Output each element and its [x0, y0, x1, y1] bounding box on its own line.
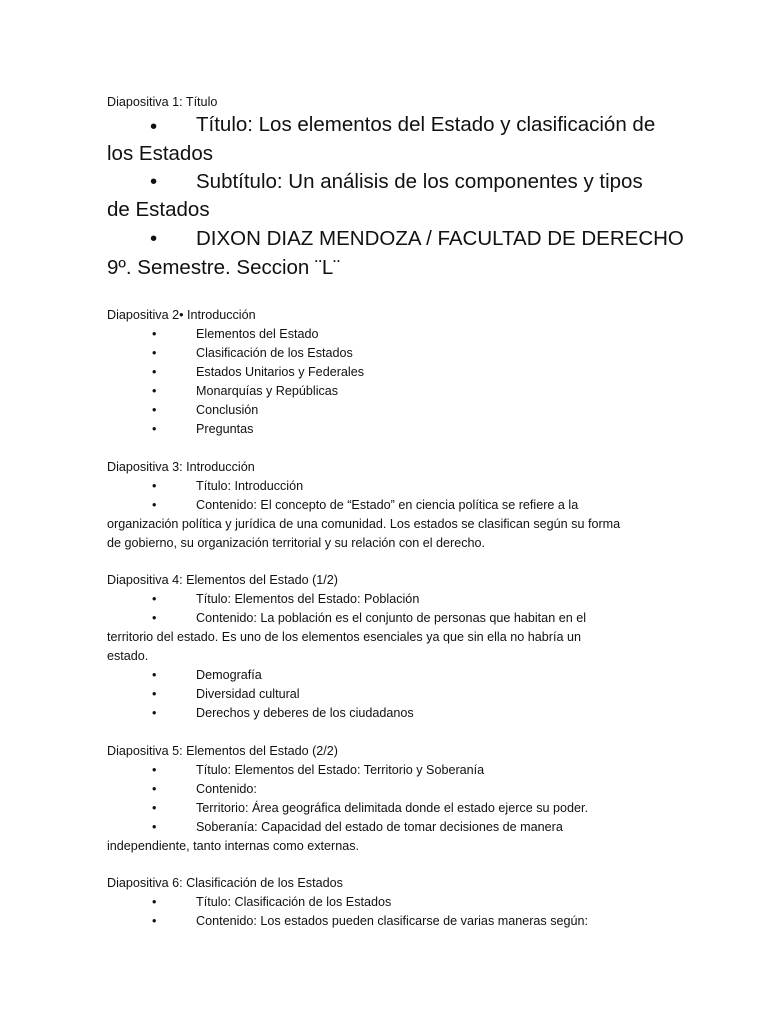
bullet: • — [152, 422, 157, 436]
bullet: • — [152, 479, 157, 493]
slide5-soberania-line1: Soberanía: Capacidad del estado de tomar decisiones de manera — [196, 820, 563, 834]
slide1-heading: Diapositiva 1: Título — [107, 95, 218, 109]
bullet: • — [152, 384, 157, 398]
slide3-content-line3: de gobierno, su organización territorial y su relación con el derecho. — [107, 536, 486, 550]
slide1-author-line1: DIXON DIAZ MENDOZA / FACULTAD DE DERECHO — [196, 227, 684, 250]
list-item: Preguntas — [196, 422, 254, 436]
slide6-content: Contenido: Los estados pueden clasificarse de varias maneras según: — [196, 914, 589, 928]
bullet: • — [152, 895, 157, 909]
bullet: • — [152, 687, 157, 701]
slide5-territorio: Territorio: Área geográfica delimitada donde el estado ejerce su poder. — [196, 801, 589, 815]
slide5-title: Título: Elementos del Estado: Territorio y Soberanía — [196, 763, 485, 777]
slide4-content-line3: estado. — [107, 649, 149, 663]
slide4-heading: Diapositiva 4: Elementos del Estado (1/2) — [107, 573, 339, 587]
slide3-title: Título: Introducción — [196, 479, 304, 493]
slide1-author-line2: 9º. Semestre. Seccion ¨L¨ — [107, 256, 341, 279]
bullet: • — [152, 365, 157, 379]
slide1-title-line2: los Estados — [107, 142, 213, 165]
slide3-heading: Diapositiva 3: Introducción — [107, 460, 255, 474]
list-item: Elementos del Estado — [196, 327, 319, 341]
slide5-heading: Diapositiva 5: Elementos del Estado (2/2) — [107, 744, 339, 758]
slide2-heading: Diapositiva 2• Introducción — [107, 308, 256, 322]
slide1-title-line1: Título: Los elementos del Estado y clasificación de — [196, 113, 656, 136]
list-item: Conclusión — [196, 403, 259, 417]
slide1-subtitle-line1: Subtítulo: Un análisis de los componentes y tipos — [196, 170, 643, 193]
list-item: Estados Unitarios y Federales — [196, 365, 364, 379]
list-item: Monarquías y Repúblicas — [196, 384, 339, 398]
bullet: • — [152, 498, 157, 512]
list-item: Clasificación de los Estados — [196, 346, 353, 360]
bullet: • — [152, 592, 157, 606]
bullet: • — [152, 801, 157, 815]
slide6-title: Título: Clasificación de los Estados — [196, 895, 392, 909]
bullet: • — [150, 227, 158, 250]
bullet: • — [152, 782, 157, 796]
list-item: Diversidad cultural — [196, 687, 300, 701]
bullet: • — [152, 327, 157, 341]
bullet: • — [152, 611, 157, 625]
bullet: • — [152, 668, 157, 682]
slide5-soberania-line2: independiente, tanto internas como externas. — [107, 839, 360, 853]
slide6-heading: Diapositiva 6: Clasificación de los Estados — [107, 876, 343, 890]
list-item: Demografía — [196, 668, 262, 682]
slide3-content-line1: Contenido: El concepto de “Estado” en ciencia política se refiere a la — [196, 498, 579, 512]
bullet: • — [150, 170, 158, 193]
bullet: • — [152, 820, 157, 834]
bullet: • — [150, 115, 158, 138]
slide4-content-line1: Contenido: La población es el conjunto de personas que habitan en el — [196, 611, 587, 625]
slide4-content-line2: territorio del estado. Es uno de los elementos esenciales ya que sin ella no habría un — [107, 630, 581, 644]
list-item: Derechos y deberes de los ciudadanos — [196, 706, 414, 720]
slide5-content: Contenido: — [196, 782, 257, 796]
bullet: • — [152, 346, 157, 360]
bullet: • — [152, 763, 157, 777]
slide1-subtitle-line2: de Estados — [107, 198, 210, 221]
bullet: • — [152, 706, 157, 720]
slide3-content-line2: organización política y jurídica de una comunidad. Los estados se clasifican según su forma — [107, 517, 621, 531]
bullet: • — [152, 914, 157, 928]
bullet: • — [152, 403, 157, 417]
slide4-title: Título: Elementos del Estado: Población — [196, 592, 420, 606]
